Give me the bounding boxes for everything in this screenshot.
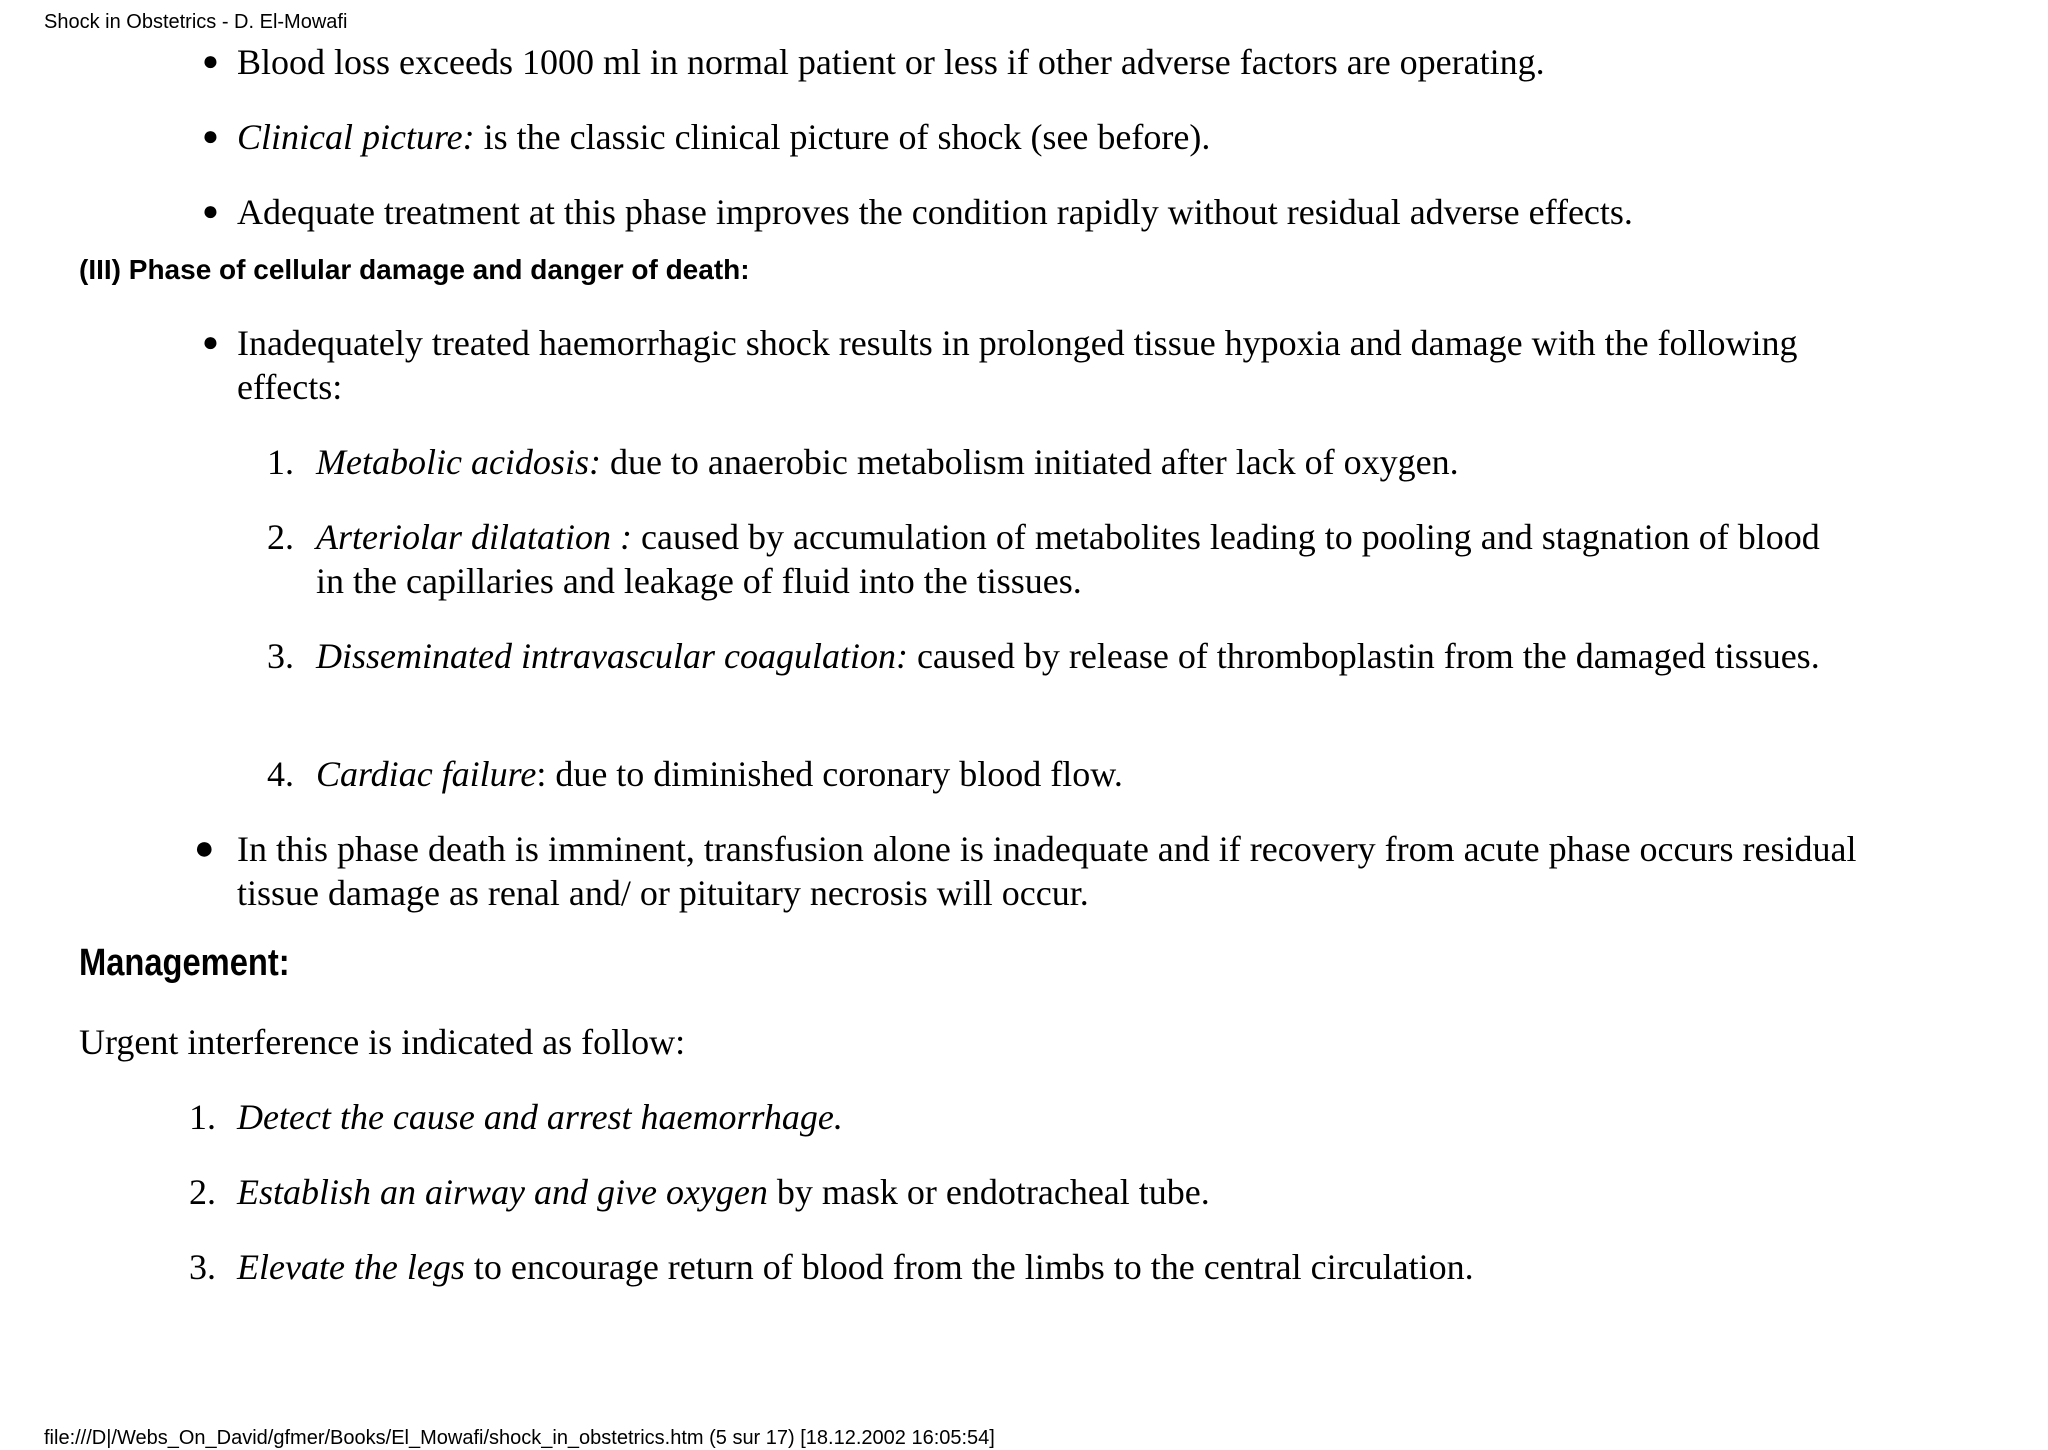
- list-number: 3.: [189, 1247, 216, 1287]
- management-step-3: [237, 1245, 1887, 1289]
- management-intro: Urgent interference is indicated as follow:: [79, 1022, 686, 1062]
- step-text: to encourage return of blood from the limbs to the central circulation.: [464, 1247, 1474, 1287]
- bullet-marker: ●: [194, 830, 215, 867]
- effect-text: due to anaerobic metabolism initiated after lack of oxygen.: [600, 442, 1459, 482]
- phase2-bullet-1: [237, 40, 1887, 84]
- step-italic-lead: Detect the cause and arrest haemorrhage.: [237, 1097, 843, 1137]
- step-italic-lead: Establish an airway and give oxygen: [237, 1172, 768, 1212]
- management-step-2: [237, 1170, 1887, 1214]
- effect-italic-lead: Cardiac failure: [316, 754, 537, 794]
- management-heading: Management:: [79, 942, 290, 984]
- effect-text: caused by release of thromboplastin from the damaged tissues.: [907, 636, 1820, 676]
- list-number: 2.: [189, 1172, 216, 1212]
- effect-italic-lead: Arteriolar dilatation :: [316, 517, 633, 557]
- management-step-1: [237, 1095, 1887, 1139]
- effect-text: : due to diminished coronary blood flow.: [536, 754, 1123, 794]
- page-footer: file:///D|/Webs_On_David/gfmer/Books/El_Mowafi/shock_in_obstetrics.htm (5 sur 17) [18.12.2002 16:05:54]: [44, 1427, 995, 1449]
- phase2-bullet-2: [237, 115, 1887, 159]
- step-text: by mask or endotracheal tube.: [767, 1172, 1210, 1212]
- list-number: 3.: [267, 636, 294, 676]
- phase3-closing-bullet: [237, 827, 1897, 915]
- bullet-text: Inadequately treated haemorrhagic shock results in prolonged tissue hypoxia and damage with the following effects:: [237, 323, 1798, 407]
- bullet-marker: ●: [202, 46, 219, 77]
- bullet-text: In this phase death is imminent, transfusion alone is inadequate and if recovery from acute phase occurs residual tissue damage as renal and/ or pituitary necrosis will occur.: [237, 829, 1857, 913]
- bullet-marker: ●: [202, 196, 219, 227]
- bullet-text: Blood loss exceeds 1000 ml in normal patient or less if other adverse factors are operating.: [237, 42, 1545, 82]
- effect-italic-lead: Metabolic acidosis:: [316, 442, 601, 482]
- phase3-intro-bullet: [237, 321, 1817, 409]
- page-header: Shock in Obstetrics - D. El-Mowafi: [44, 11, 348, 33]
- phase2-bullet-3: [237, 190, 1887, 234]
- phase3-effect-3: [316, 634, 1856, 678]
- phase3-effect-2: [316, 515, 1836, 603]
- bullet-marker: ●: [202, 327, 219, 358]
- step-italic-lead: Elevate the legs: [237, 1247, 465, 1287]
- bullet-text: is the classic clinical picture of shock (see before).: [474, 117, 1211, 157]
- list-number: 2.: [267, 517, 294, 557]
- bullet-italic-lead: Clinical picture:: [237, 117, 475, 157]
- bullet-text: Adequate treatment at this phase improves the condition rapidly without residual adverse effects.: [237, 192, 1633, 232]
- phase3-effect-1: [316, 440, 1876, 484]
- effect-italic-lead: Disseminated intravascular coagulation:: [316, 636, 908, 676]
- list-number: 1.: [267, 442, 294, 482]
- phase3-effect-4: [316, 752, 1876, 796]
- bullet-marker: ●: [202, 121, 219, 152]
- effect-text: caused by accumulation of metabolites leading to pooling and stagnation of blood in the capillaries and leakage of fluid into the tissues.: [316, 517, 1820, 601]
- list-number: 4.: [267, 754, 294, 794]
- list-number: 1.: [189, 1097, 216, 1137]
- phase3-heading: (III) Phase of cellular damage and danger of death:: [79, 254, 750, 285]
